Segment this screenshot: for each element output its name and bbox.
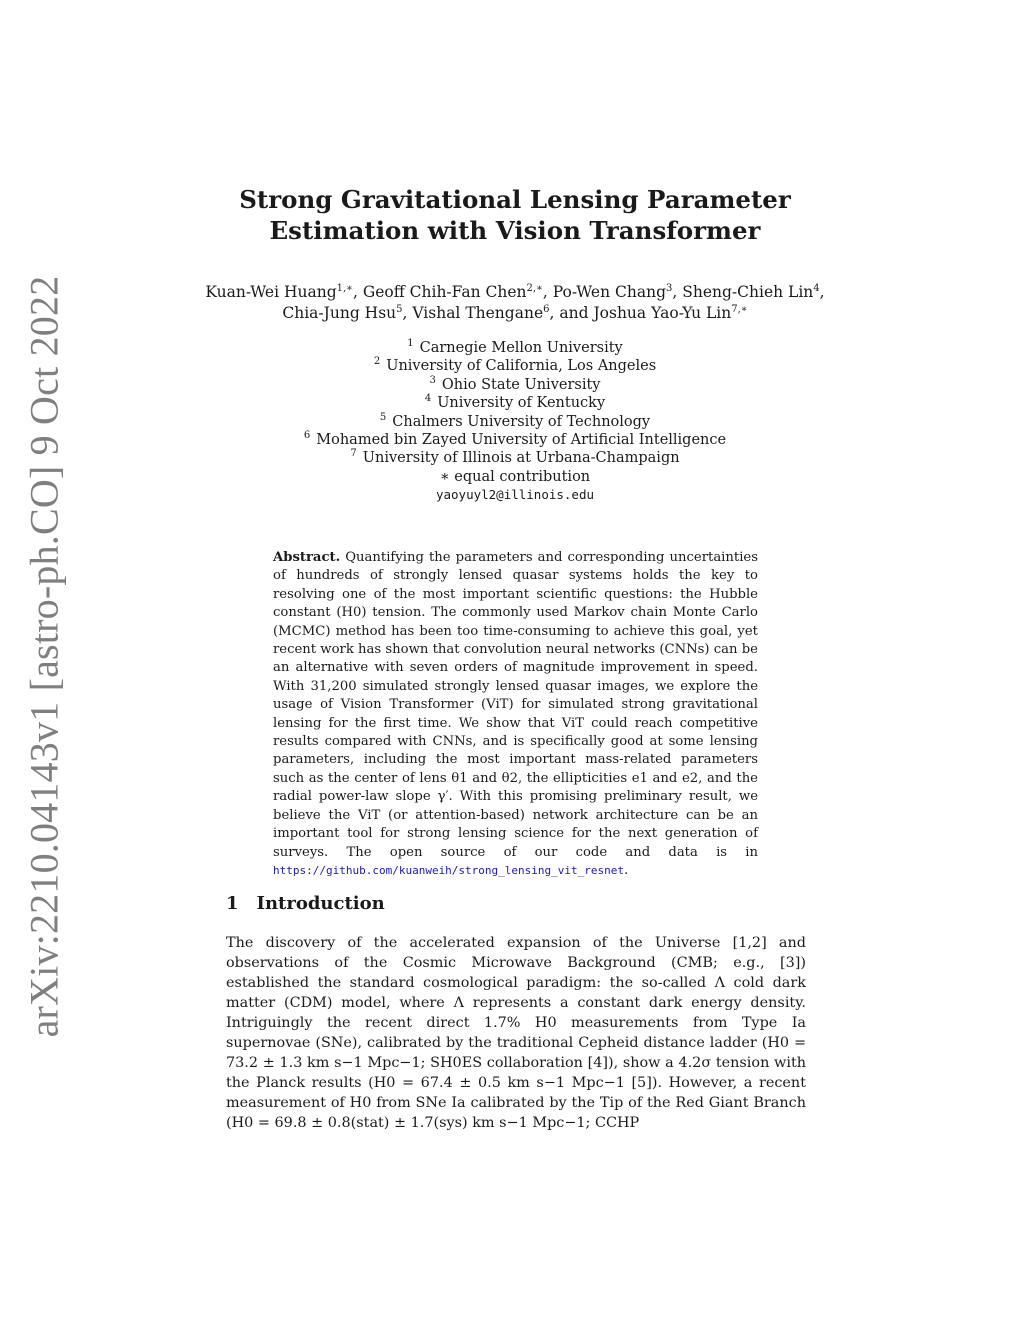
author: Geoff Chih-Fan Chen [362, 283, 527, 301]
author-mark: 7,∗ [731, 304, 748, 315]
author: Sheng-Chieh Lin [682, 283, 814, 301]
section-heading [226, 893, 385, 914]
author-mark: 2,∗ [526, 283, 543, 294]
author-mark: 1,∗ [336, 283, 353, 294]
affiliation: $^5$ Chalmers University of Technology [379, 411, 651, 430]
github-link[interactable]: https://github.com/kuanweih/strong_lensing_vit_resnet [273, 863, 624, 877]
affiliation: $^1$ Carnegie Mellon University [407, 338, 623, 356]
author: Vishal Thengane [412, 304, 544, 322]
affiliation: $^7$ University of Illinois at Urbana-Champaign [350, 448, 680, 467]
author: Kuan-Wei Huang [205, 283, 337, 301]
abstract: Abstract. Quantifying the parameters and corresponding uncertainties of hundreds of strongly lensed quasar systems holds the key to resolving one of the most important scientific questions: the Hubble constant (H0) tension. The commonly used Markov chain Monte Carlo (MCMC) method has been too time-consuming to achieve this goal, yet recent work has shown that convolution neural networks (CNNs) can be an alternative with seven orders of magnitude improvement in speed. With 31,200 simulated strongly lensed quasar images, we explore the usage of Vision Transformer (ViT) for simulated strong gravitational lensing for the first time. We show that ViT could reach competitive results compared with CNNs, and is specifically good at some lensing parameters, including the most important mass-related parameters such as the center of lens θ1 and θ2, the ellipticities e1 and e2, and the radial power-law slope γ′. With this promising preliminary result, we believe the ViT (or attention-based) network architecture can be an important tool for strong lensing science for the next generation of surveys. The open source of our code and data is in https://github.com/kuanweih/strong_lensing_vit_resnet. [273, 550, 758, 878]
arxiv-identifier: arXiv:2210.04143v1 [astro-ph.CO] 9 Oct 2022 [21, 275, 67, 1037]
author: Chia-Jung Hsu [282, 304, 397, 322]
affiliation: $^2$ University of California, Los Angeles [373, 356, 657, 375]
abstract-text: Quantifying the parameters and corresponding uncertainties of hundreds of strongly lensed quasar systems holds the key to resolving one of the most important scientific questions: the Hubble constant (H0) tension. The commonly used Markov chain Monte Carlo (MCMC) method has been too time-consuming to achieve this goal, yet recent work has shown that convolution neural networks (CNNs) can be an alternative with seven orders of magnitude improvement in speed. With 31,200 simulated strongly lensed quasar images, we explore the usage of Vision Transformer (ViT) for simulated strong gravitational lensing for the first time. We show that ViT could reach competitive results compared with CNNs, and is specifically good at some lensing parameters, including the most important mass-related parameters such as the center of lens θ1 and θ2, the ellipticities e1 and e2, and the radial power-law slope γ′. With this promising preliminary result, we believe the ViT (or attention-based) network architecture can be an important tool for strong lensing science for the next generation of surveys. The open source of our code and data is in [273, 550, 758, 860]
abstract-label: Abstract. [273, 550, 341, 565]
author-mark: 4 [813, 283, 820, 294]
author-mark: 6 [543, 304, 550, 315]
section-number: 1 [226, 893, 239, 914]
paper-title: Strong Gravitational Lensing Parameter Estimation with Vision Transformer [239, 185, 791, 245]
equal-contribution-note: ∗ equal contribution [439, 468, 591, 485]
affiliation: $^6$ Mohamed bin Zayed University of Artificial Intelligence [303, 430, 727, 449]
affiliation-list [250, 339, 780, 505]
introduction-paragraph: The discovery of the accelerated expansion of the Universe [1,2] and observations of the Cosmic Microwave Background (CMB; e.g., [3]) established the standard cosmological paradigm: the so-called Λ cold dark matter (CDM) model, where Λ represents a constant dark energy density. Intriguingly the recent direct 1.7% H0 measurements from Type Ia supernovae (SNe), calibrated by the traditional Cepheid distance ladder (H0 = 73.2 ± 1.3 km s−1 Mpc−1; SH0ES collaboration [4]), show a 4.2σ tension with the Planck results (H0 = 67.4 ± 0.5 km s−1 Mpc−1 [5]). However, a recent measurement of H0 from SNe Ia calibrated by the Tip of the Red Giant Branch (H0 = 69.8 ± 0.8(stat) ± 1.7(sys) km s−1 Mpc−1; CCHP [226, 935, 806, 1131]
section-title: Introduction [256, 893, 385, 914]
author: Joshua Yao-Yu Lin [593, 304, 732, 322]
contact-email[interactable]: yaoyuyl2@illinois.edu [435, 487, 595, 503]
affiliation: $^3$ Ohio State University [429, 374, 601, 393]
author-mark: 5 [396, 304, 403, 315]
affiliation: $^4$ University of Kentucky [424, 393, 606, 412]
author: Po-Wen Chang [552, 283, 666, 301]
author-conjunction: and [559, 304, 589, 322]
author-mark: 3 [666, 283, 673, 294]
arxiv-side-stamp [8, 275, 80, 1037]
author-list: Kuan-Wei Huang$^{1,∗}$, Geoff Chih-Fan Chen$^{2,∗}$, Po-Wen Chang$^3$, Sheng-Chieh Lin$^4$, Chia-Jung Hsu$^5$, Vishal Thengane$^6$, and Joshua Yao-Yu Lin$^{7,∗}$ [205, 283, 825, 322]
